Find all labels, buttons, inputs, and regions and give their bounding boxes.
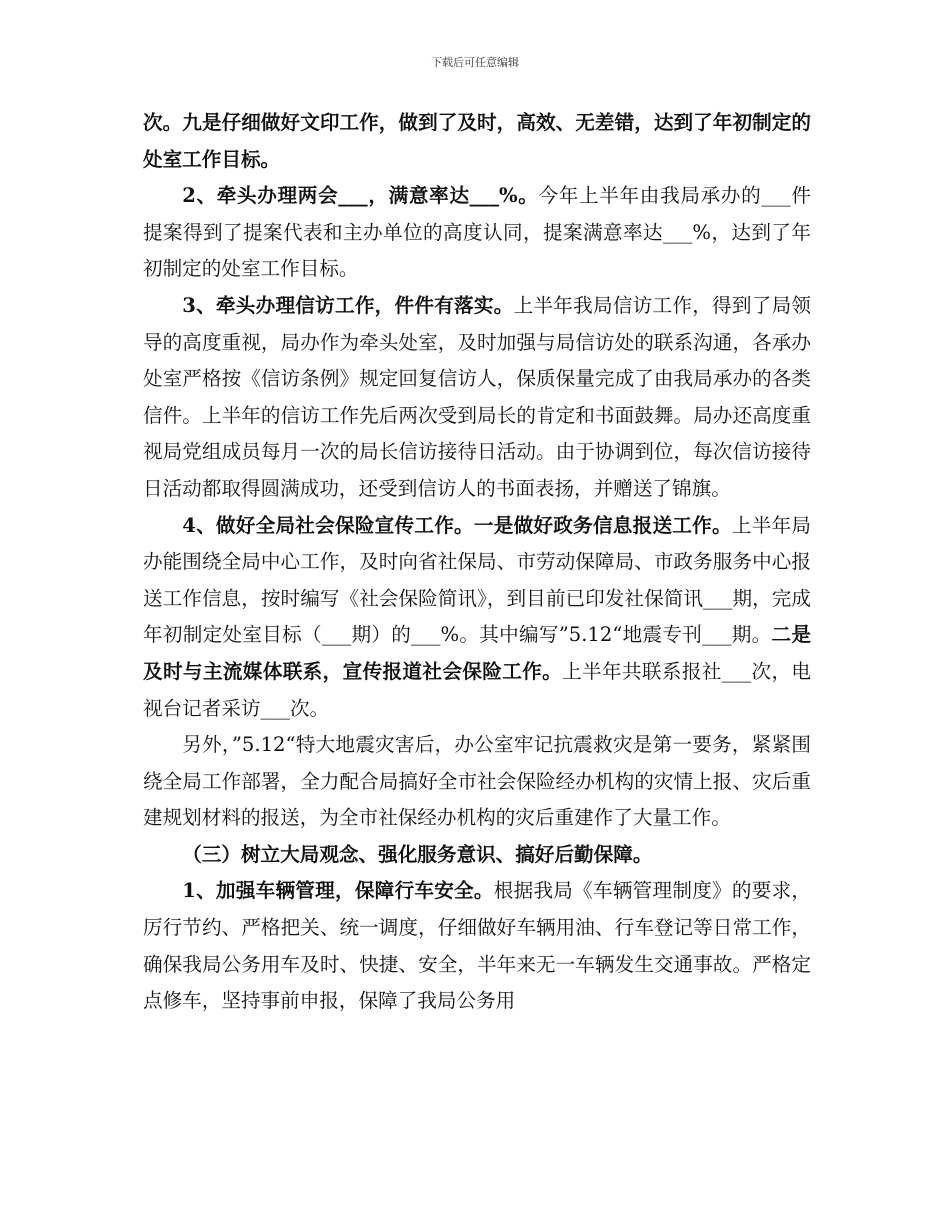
paragraph-petition bbox=[143, 288, 811, 508]
paragraph-two-sessions bbox=[143, 178, 811, 288]
vehicles-heading: 1、加强车辆管理，保障行车安全。 bbox=[182, 879, 494, 903]
section-heading-3: （三）树立大局观念、强化服务意识、搞好后勤保障。 bbox=[182, 842, 653, 866]
petition-heading: 3、牵头办理信访工作，件件有落实。 bbox=[182, 293, 514, 317]
earthquake-body: 另外，”5.12“特大地震灾害后，办公室牢记抗震救灾是第一要务，紧紧围绕全局工作部署，全力配合局搞好全市社会保险经办机构的灾情上报、灾后重建规划材料的报送，为全市社保经办机构的灾后重建作了大量工作。 bbox=[143, 733, 811, 830]
continuation-bold-text: 次。九是仔细做好文印工作，做到了及时，高效、无差错，达到了年初制定的处室工作目标。 bbox=[143, 111, 811, 171]
paragraph-earthquake bbox=[143, 727, 811, 837]
paragraph-publicity bbox=[143, 508, 811, 728]
paragraph-continuation bbox=[143, 105, 811, 178]
publicity-body-1: 上半年局办能围绕全局中心工作，及时向省社保局、市劳动保障局、市政务服务中心报送工作信息，按时编写《社会保险简讯》，到目前已印发社保简讯___期，完成年初制定处室目标（___期）的___%。其中编写”5.12“地震专刊___期。 bbox=[143, 513, 812, 647]
publicity-body-2: 上半年共联系报社___次，电视台记者采访___次。 bbox=[143, 659, 812, 720]
publicity-subheading: 二是及时与主流媒体联系，宣传报道社会保险工作。 bbox=[143, 623, 812, 683]
petition-body: 上半年我局信访工作，得到了局领导的高度重视，局办作为牵头处室，及时加强与局信访处的联系沟通，各承办处室严格按《信访条例》规定回复信访人，保质保量完成了由我局承办的各类信件。上半年的信访工作先后两次受到局长的肯定和书面鼓舞。局办还高度重视局党组成员每月一次的局长信访接待日活动。由于协调到位，每次信访接待日活动都取得圆满成功，还受到信访人的书面表扬，并赠送了锦旗。 bbox=[143, 293, 812, 500]
vehicles-body: 根据我局《车辆管理制度》的要求，厉行节约、严格把关、统一调度，仔细做好车辆用油、行车登记等日常工作，确保我局公务用车及时、快捷、安全，半年来无一车辆发生交通事故。严格定点修车，坚持事前申报，保障了我局公务用 bbox=[143, 879, 812, 1013]
paragraph-vehicles bbox=[143, 873, 811, 1019]
two-sessions-heading: 2、牵头办理两会___，满意率达___%。 bbox=[182, 184, 539, 208]
two-sessions-body: 今年上半年由我局承办的___件提案得到了提案代表和主办单位的高度认同，提案满意率达___%，达到了年初制定的处室工作目标。 bbox=[143, 184, 811, 281]
document-body bbox=[143, 105, 811, 1020]
page-header: 下载后可任意编辑 bbox=[431, 56, 519, 69]
publicity-heading: 4、做好全局社会保险宣传工作。一是做好政务信息报送工作。 bbox=[182, 513, 732, 537]
